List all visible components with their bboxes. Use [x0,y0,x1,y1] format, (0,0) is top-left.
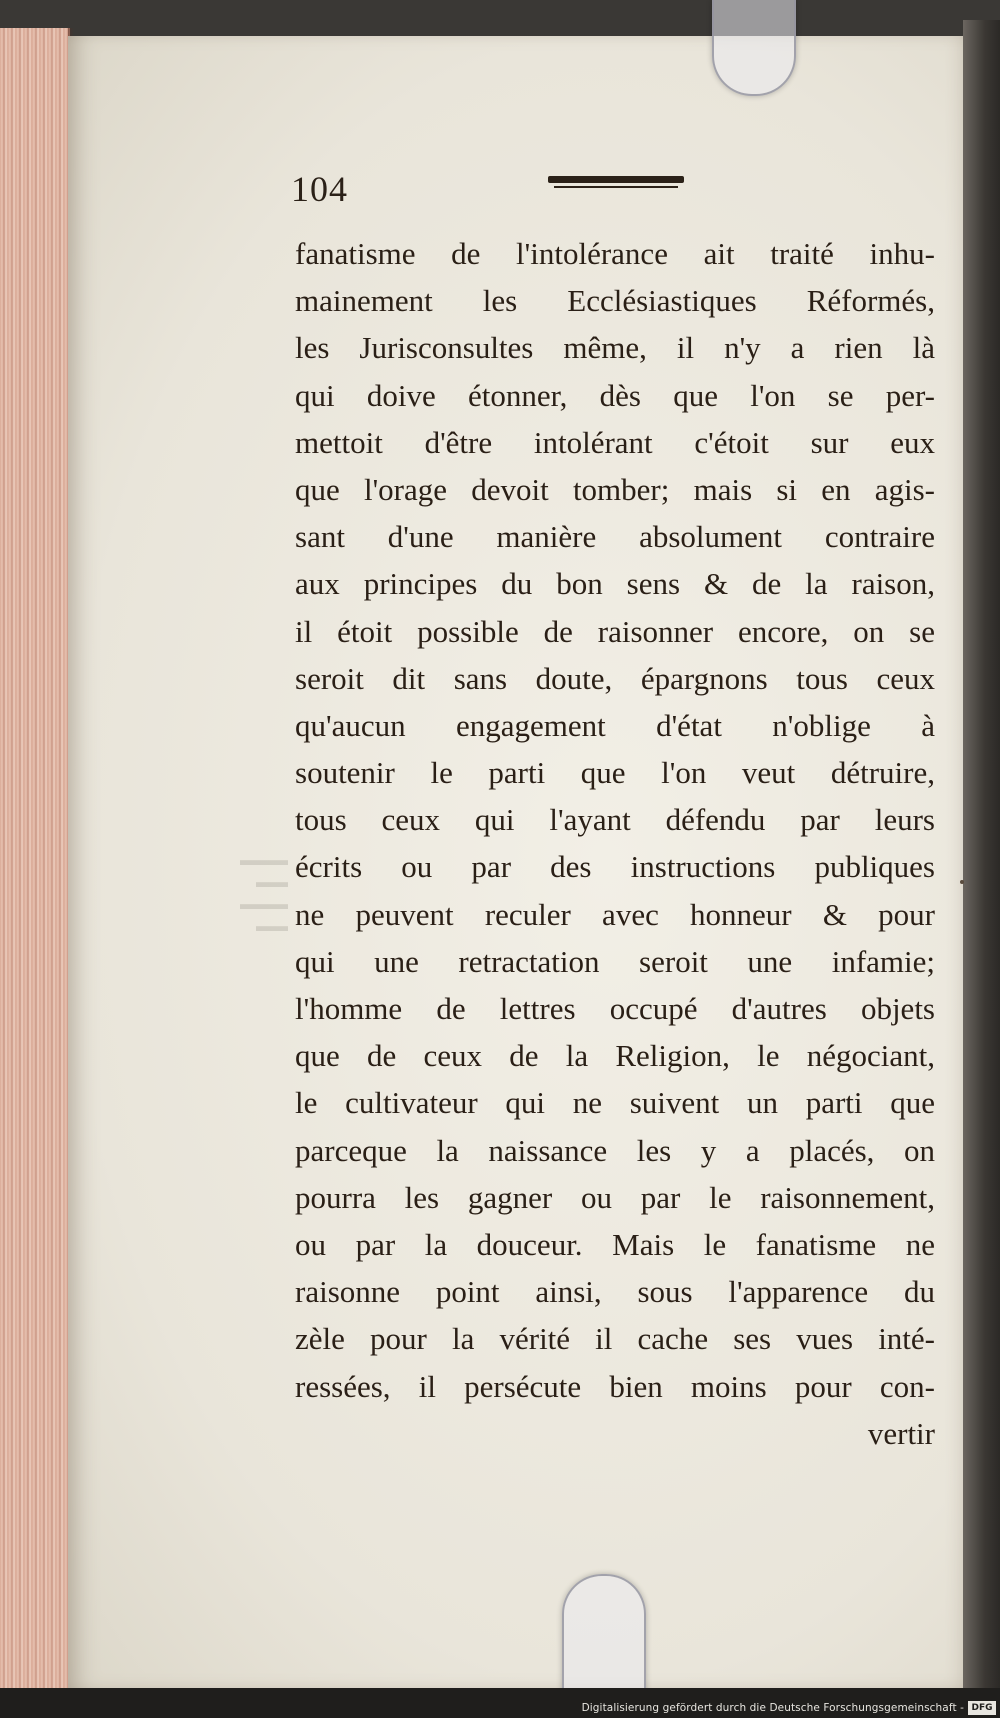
text-line: qui une retractation seroit une infamie; [295,943,935,979]
body-text [295,230,935,1457]
ink-speck [960,880,964,884]
text-line: le cultivateur qui ne suivent un parti que [295,1085,935,1121]
footer-band [0,1688,1000,1718]
text-line: parceque la naissance les y a placés, on [295,1132,935,1168]
text-line: aux principes du bon sens & de la raison, [295,566,935,602]
text-line: zèle pour la vérité il cache ses vues inté- [295,1321,935,1357]
show-through-text: ▬▬▬ ▬▬ ▬▬▬ ▬▬ [240,852,288,935]
text-line: mettoit d'être intolérant c'étoit sur eux [295,424,935,460]
text-line: seroit dit sans doute, épargnons tous ceux [295,660,935,696]
text-line: mainement les Ecclésiastiques Réformés, [295,283,935,319]
text-line: tous ceux qui l'ayant défendu par leurs [295,802,935,838]
book-page-edges [0,28,70,1693]
digitization-credit: Digitalisierung gefördert durch die Deutsche Forschungsgemeinschaft - [581,1702,964,1714]
text-line: fanatisme de l'intolérance ait traité inhu- [295,236,935,271]
glass-clip-bottom [562,1574,646,1706]
text-line: ressées, il persécute bien moins pour con- [295,1368,935,1404]
text-line: qu'aucun engagement d'état n'oblige à [295,707,935,743]
dfg-logo: DFG [968,1701,996,1715]
text-line: pourra les gagner ou par le raisonnement, [295,1179,935,1215]
page-number: 104 [291,169,348,209]
text-line: qui doive étonner, dès que l'on se per- [295,377,935,413]
text-line: que l'orage devoit tomber; mais si en agis- [295,471,935,507]
text-line: soutenir le parti que l'on veut détruire, [295,755,935,791]
glass-clip-top [712,0,796,96]
text-line: écrits ou par des instructions publiques [295,849,935,885]
header-rule [548,176,684,190]
text-line: raisonne point ainsi, sous l'apparence du [295,1274,935,1310]
text-line: les Jurisconsultes même, il n'y a rien là [295,330,935,366]
text-line: il étoit possible de raisonner encore, on se [295,613,935,649]
text-line: sant d'une manière absolument contraire [295,519,935,555]
text-line: vertir [867,1415,935,1451]
text-line: l'homme de lettres occupé d'autres objets [295,991,935,1026]
text-line: que de ceux de la Religion, le négociant, [295,1038,935,1074]
text-line: ou par la douceur. Mais le fanatisme ne [295,1226,935,1262]
text-line: ne peuvent reculer avec honneur & pour [295,896,935,932]
book-right-edge [963,20,1000,1700]
